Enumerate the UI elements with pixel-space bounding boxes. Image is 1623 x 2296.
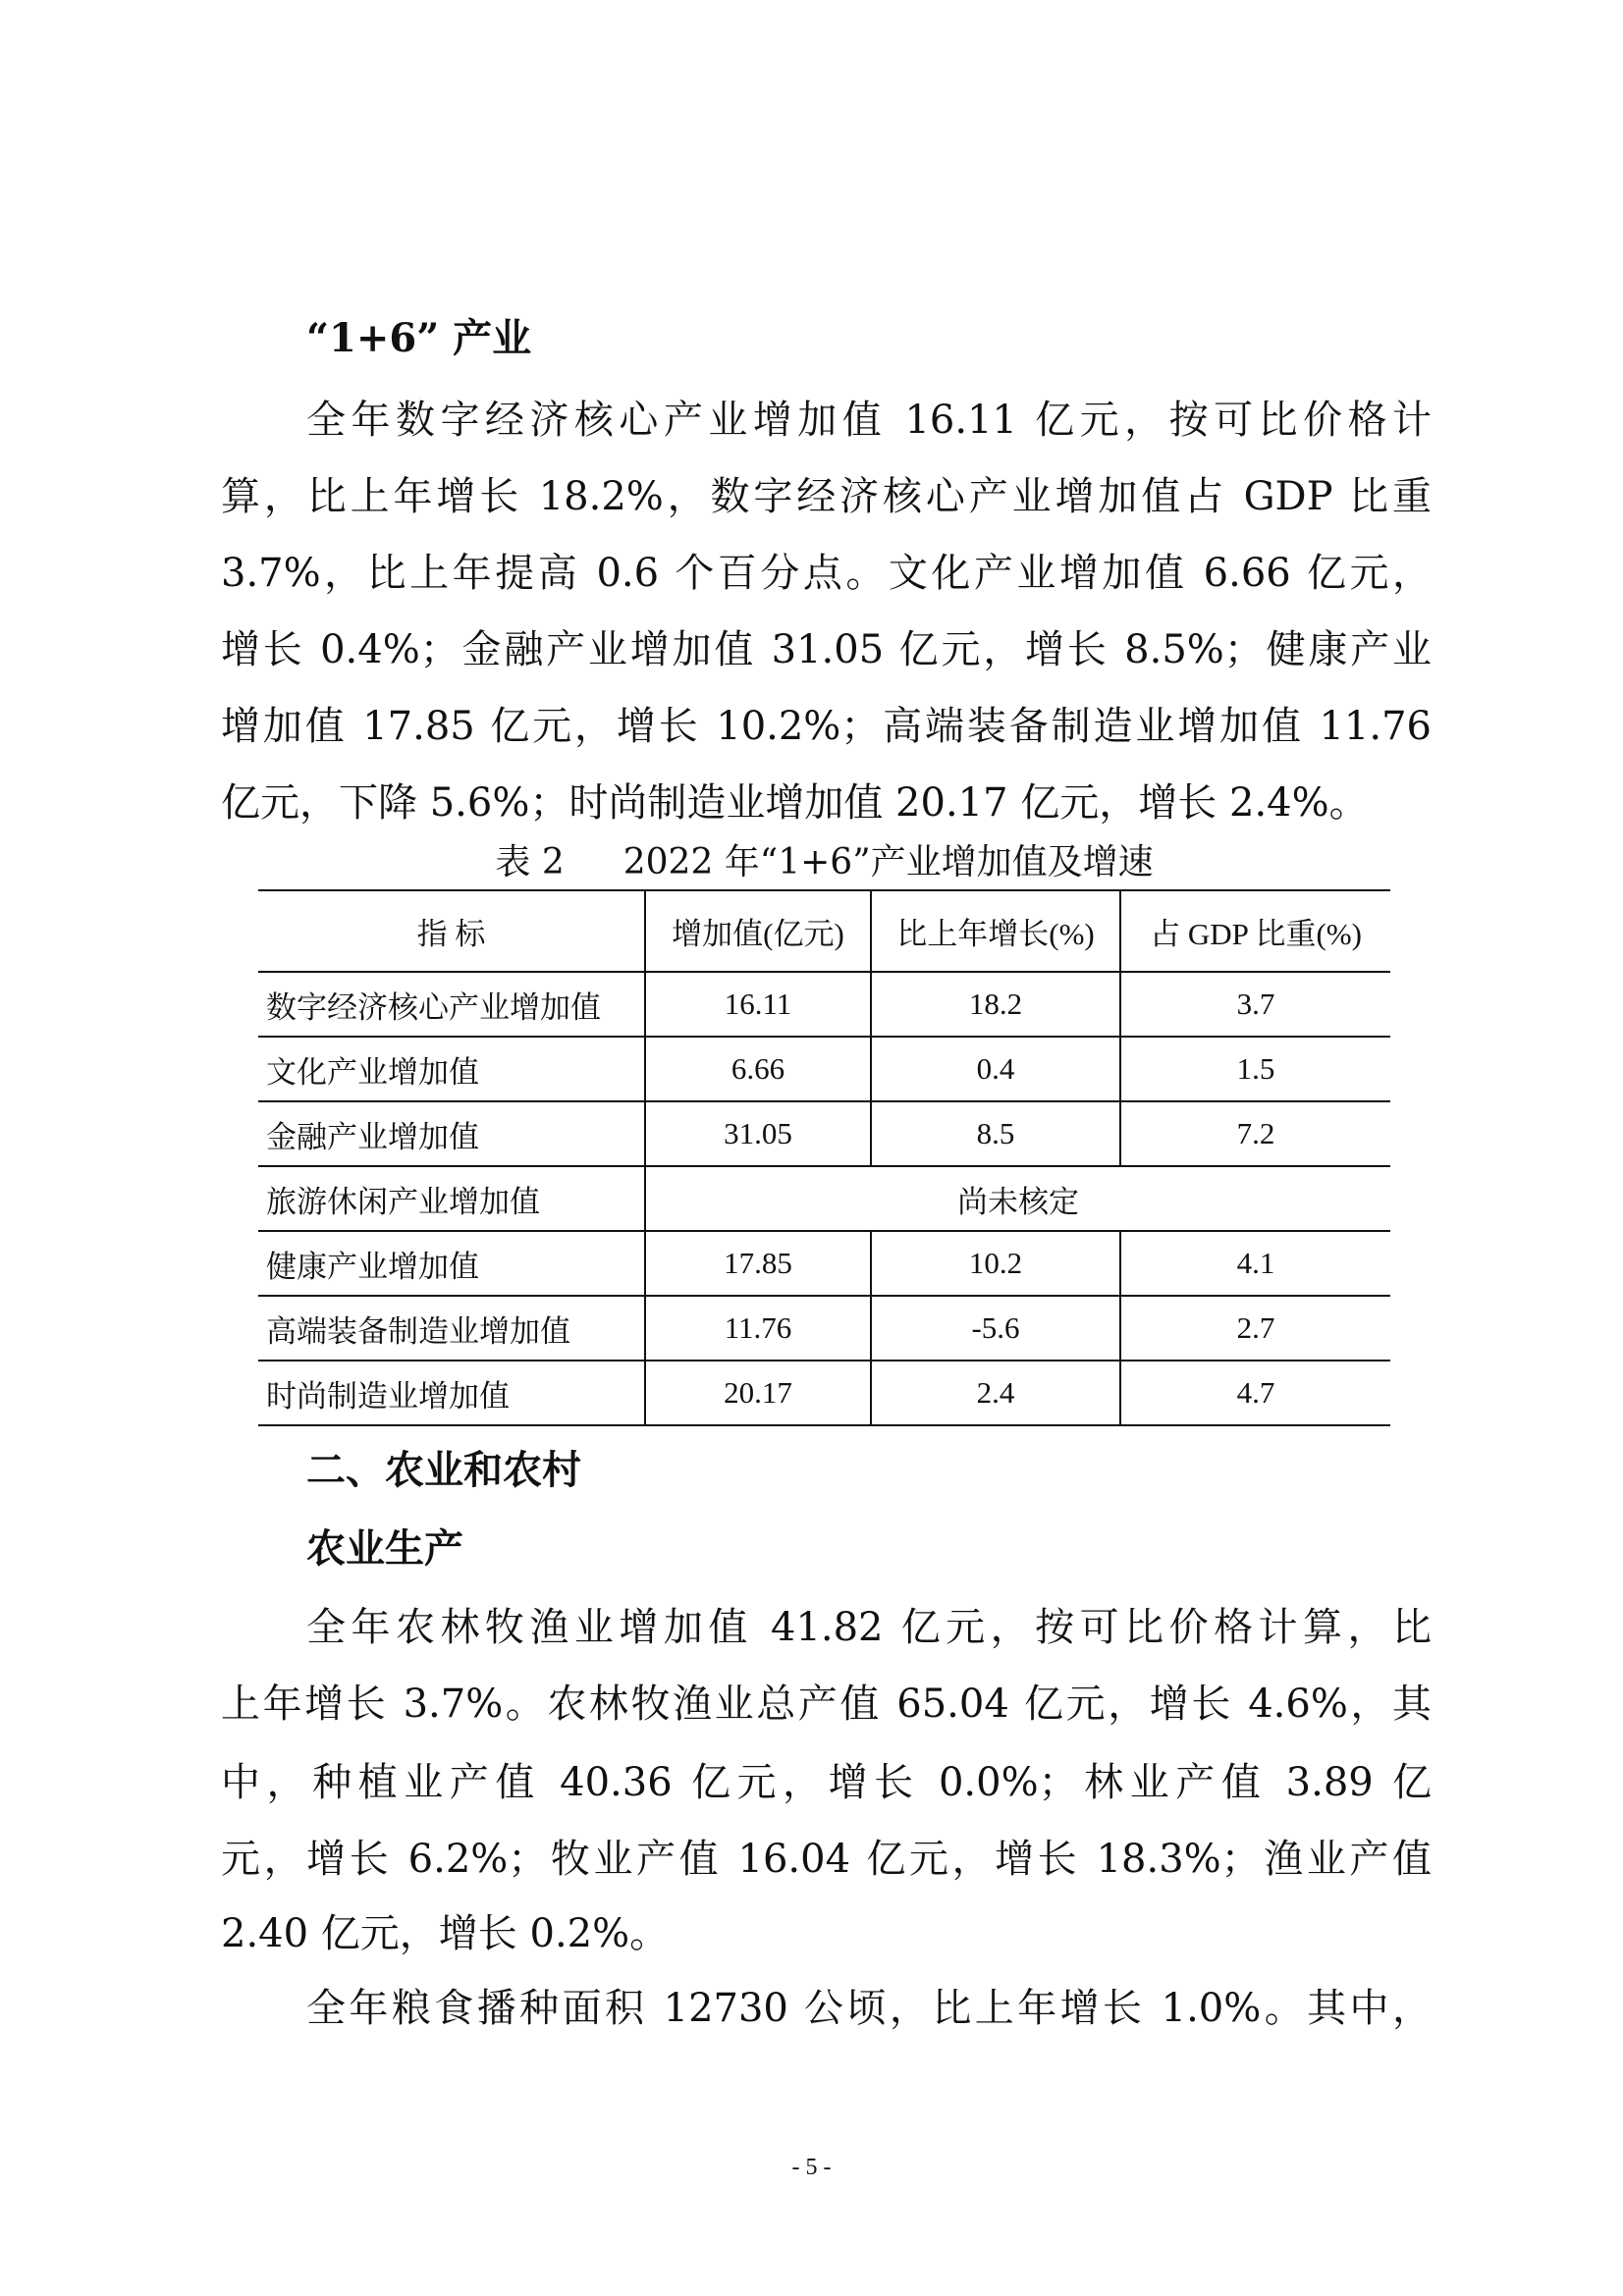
paragraph-line: 全年粮食播种面积 12730 公顷，比上年增长 1.0%。其中， [306,1986,1432,2031]
paragraph-line: 3.7%，比上年提高 0.6 个百分点。文化产业增加值 6.66 亿元， [221,551,1432,596]
table-row [258,1361,1390,1425]
table-row [258,1231,1390,1296]
paragraph-line: 算，比上年增长 18.2%，数字经济核心产业增加值占 GDP 比重 [221,474,1432,519]
table-row [258,1166,1390,1231]
paragraph-line: 上年增长 3.7%。农林牧渔业总产值 65.04 亿元，增长 4.6%，其 [221,1682,1432,1727]
table-row [258,1037,1390,1101]
cell: 4.7 [1120,1361,1390,1425]
cell: 时尚制造业增加值 [258,1361,645,1425]
cell: 3.7 [1120,972,1390,1037]
table-row [258,1101,1390,1166]
paragraph-line: 元，增长 6.2%；牧业产值 16.04 亿元，增长 18.3%；渔业产值 [221,1837,1432,1882]
paragraph-line: 中，种植业产值 40.36 亿元，增长 0.0%；林业产值 3.89 亿 [221,1760,1432,1805]
cell: 2.4 [871,1361,1120,1425]
cell: 31.05 [645,1101,871,1166]
cell: 0.4 [871,1037,1120,1101]
cell: 10.2 [871,1231,1120,1296]
cell: 8.5 [871,1101,1120,1166]
section-heading-1-6: “1+6” 产业 [306,315,532,361]
cell: 16.11 [645,972,871,1037]
table-row [258,1296,1390,1361]
cell: 6.66 [645,1037,871,1101]
header-value: 增加值(亿元) [645,890,871,972]
cell: 20.17 [645,1361,871,1425]
cell: 旅游休闲产业增加值 [258,1166,645,1231]
table-title: 2022 年“1+6”产业增加值及增速 [622,842,1154,882]
cell: 1.5 [1120,1037,1390,1101]
paragraph-line: 全年数字经济核心产业增加值 16.11 亿元，按可比价格计 [306,398,1432,443]
paragraph-line: 增加值 17.85 亿元，增长 10.2%；高端装备制造业增加值 11.76 [221,704,1432,749]
table-label: 表 2 [495,842,565,882]
cell: -5.6 [871,1296,1120,1361]
page-number: - 5 - [791,2155,832,2180]
cell: 18.2 [871,972,1120,1037]
header-growth: 比上年增长(%) [871,890,1120,972]
cell: 高端装备制造业增加值 [258,1296,645,1361]
table-header-row [258,890,1390,972]
paragraph-line: 全年农林牧渔业增加值 41.82 亿元，按可比价格计算，比 [306,1605,1432,1650]
subheading-agri-production: 农业生产 [306,1525,463,1572]
paragraph-line: 2.40 亿元，增长 0.2%。 [221,1911,670,1956]
cell: 4.1 [1120,1231,1390,1296]
paragraph-line: 增长 0.4%；金融产业增加值 31.05 亿元，增长 8.5%；健康产业 [221,627,1432,672]
cell: 2.7 [1120,1296,1390,1361]
cell-merged: 尚未核定 [645,1166,1390,1231]
cell: 文化产业增加值 [258,1037,645,1101]
header-gdp-share: 占 GDP 比重(%) [1120,890,1390,972]
header-indicator: 指 标 [258,890,645,972]
paragraph-line: 亿元，下降 5.6%；时尚制造业增加值 20.17 亿元，增长 2.4%。 [221,780,1369,826]
table-caption [258,836,1390,889]
cell: 金融产业增加值 [258,1101,645,1166]
table-row [258,972,1390,1037]
cell: 11.76 [645,1296,871,1361]
cell: 17.85 [645,1231,871,1296]
cell: 健康产业增加值 [258,1231,645,1296]
section-heading-agriculture: 二、农业和农村 [306,1447,581,1493]
cell: 7.2 [1120,1101,1390,1166]
cell: 数字经济核心产业增加值 [258,972,645,1037]
industry-table [258,889,1390,1426]
